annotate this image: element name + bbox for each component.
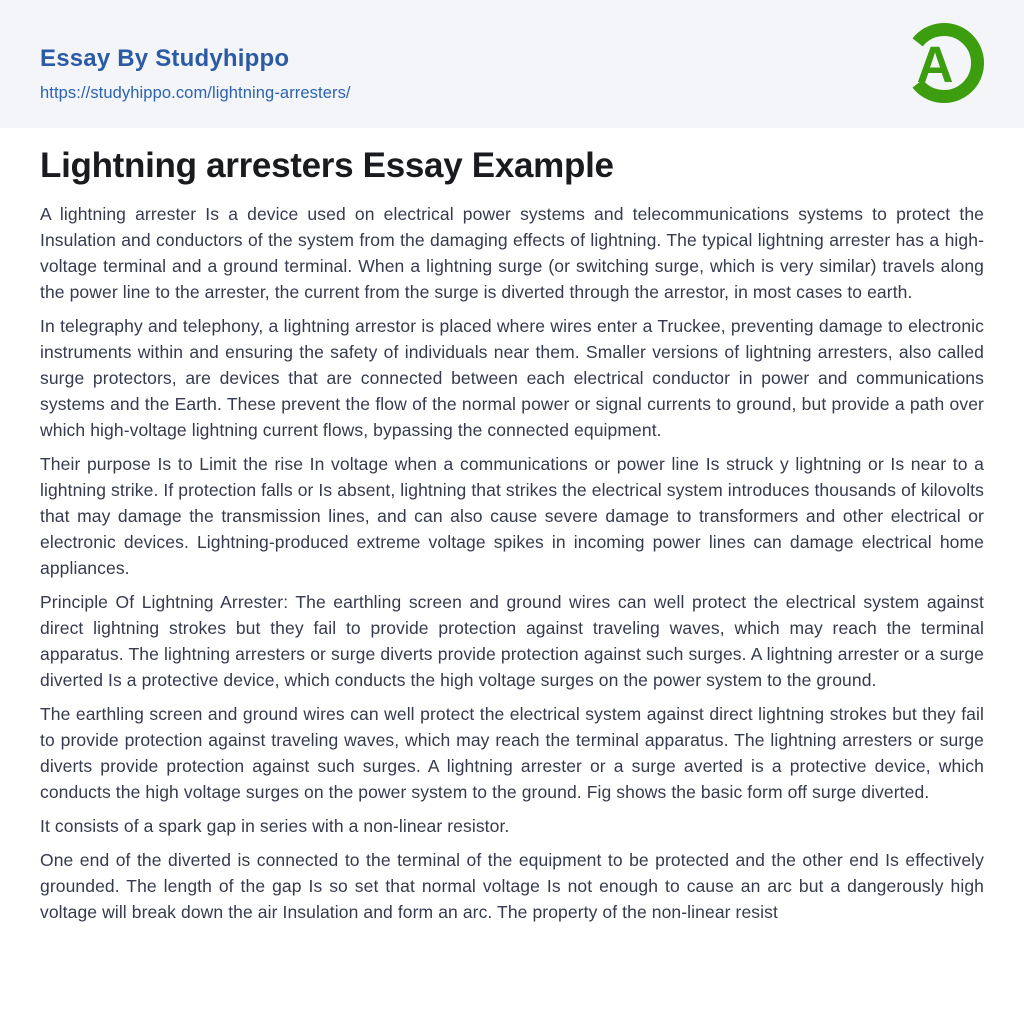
- essay-paragraph-7: One end of the diverted is connected to the terminal of the equipment to be protected and the other end Is effectively grounded. The length of the gap Is so set that normal voltage Is not enough to cause an arc but a dangerously high voltage will break down the air Insulation and form an arc. The property of the non-linear resist: [40, 849, 984, 922]
- essay-content: [0, 147, 1024, 925]
- essay-paragraph-1: A lightning arrester Is a device used on electrical power systems and telecommunications systems to protect the Insulation and conductors of the system from the damaging effects of lightning. The typical lightning arrester has a high-voltage terminal and a ground terminal. When a lightning surge (or switching surge, which is very similar) travels along the power line to the arrester, the current from the surge is diverted through the arrestor, in most cases to earth.: [40, 203, 984, 302]
- essay-paragraph-2: In telegraphy and telephony, a lightning arrestor is placed where wires enter a Truckee, preventing damage to electronic instruments within and ensuring the safety of individuals near them. Smaller versions of lightning arresters, also called surge protectors, are devices that are connected between each electrical conductor in power and communications systems and the Earth. These prevent the flow of the normal power or signal currents to ground, but provide a path over which high-voltage lightning current flows, bypassing the connected equipment.: [40, 315, 984, 440]
- essay-paragraph-3: Their purpose Is to Limit the rise In voltage when a communications or power line Is struck y lightning or Is near to a lightning strike. If protection falls or Is absent, lightning that strikes the electrical system introduces thousands of kilovolts that may damage the transmission lines, and can also cause severe damage to transformers and other electrical or electronic devices. Lightning-produced extreme voltage spikes in incoming power lines can damage electrical home appliances.: [40, 453, 984, 578]
- essay-paragraph-6: It consists of a spark gap in series with a non-linear resistor.: [40, 815, 510, 836]
- essay-paragraph-4: Principle Of Lightning Arrester: The earthling screen and ground wires can well protect the electrical system against direct lightning strokes but they fail to provide protection against traveling waves, which may reach the terminal apparatus. The lightning arresters or surge diverts provide protection against such surges. A lightning arrester or a surge diverted Is a protective device, which conducts the high voltage surges on the power system to the ground.: [40, 591, 984, 690]
- site-brand: Essay By Studyhippo: [40, 45, 290, 72]
- page-header: [0, 0, 1024, 128]
- logo-letter: A: [916, 36, 954, 93]
- studyhippo-logo-icon: [904, 23, 984, 103]
- essay-paragraph-5: The earthling screen and ground wires can well protect the electrical system against direct lightning strokes but they fail to provide protection against traveling waves, which may reach the terminal apparatus. The lightning arresters or surge diverts provide protection against such surges. A lightning arrester or a surge averted is a protective device, which conducts the high voltage surges on the power system to the ground. Fig shows the basic form off surge diverted.: [40, 703, 984, 802]
- source-url-link[interactable]: https://studyhippo.com/lightning-arresters/: [40, 84, 351, 102]
- essay-body: [40, 201, 984, 925]
- essay-title: Lightning arresters Essay Example: [40, 146, 614, 185]
- header-text-block: [40, 45, 351, 103]
